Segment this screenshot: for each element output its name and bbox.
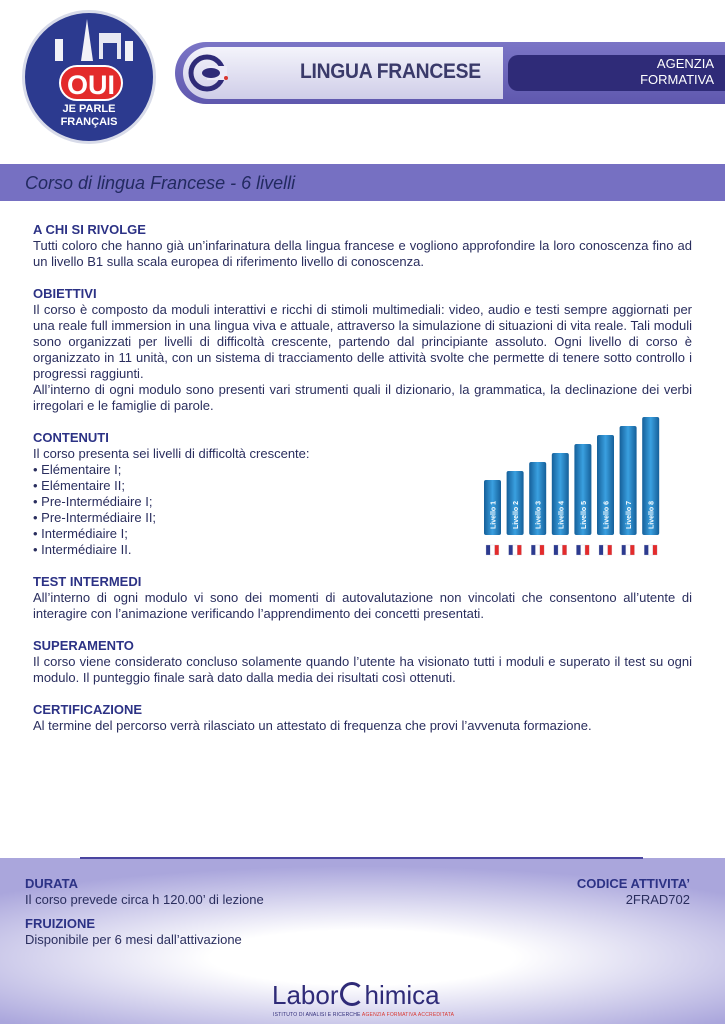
french-flag-icon <box>509 545 513 555</box>
certification-text: Al termine del percorso verrà rilasciato un attestato di frequenza che provi l’avvenuta formazione. <box>33 718 592 733</box>
level-bar-label: Livello 1 <box>490 500 498 529</box>
brand-tagline: ISTITUTO DI ANALISI E RICERCHE AGENZIA FORMATIVA ACCREDITATA <box>273 1012 455 1018</box>
page-title: LINGUA FRANCESE <box>300 60 481 83</box>
contents-intro: Il corso presenta sei livelli di difficoltà crescente: <box>33 446 310 461</box>
french-flag-icon <box>540 545 544 555</box>
french-flag-icon <box>581 545 585 555</box>
french-flag-icon <box>486 545 490 555</box>
certification-heading: CERTIFICAZIONE <box>33 702 143 717</box>
duration-label: DURATA <box>25 876 78 891</box>
level-bar-label: Livello 5 <box>580 500 588 529</box>
agency-label: AGENZIA FORMATIVA <box>640 56 714 87</box>
french-flag-icon <box>558 545 562 555</box>
target-text: Tutti coloro che hanno già un’infarinatura della lingua francese e vogliono approfondire la loro conoscenza fino ad un livello B1 sulla scala europea di riferimento livello di conoscenza. <box>33 238 692 269</box>
oui-label: OUI <box>59 65 123 101</box>
footer-right <box>577 876 690 908</box>
list-item: • Pre-Intermédiaire I; <box>33 494 153 509</box>
french-flag-icon <box>653 545 657 555</box>
french-flag-icon <box>536 545 540 555</box>
french-flag-icon <box>554 545 558 555</box>
footer-divider <box>80 857 643 859</box>
french-flag-icon <box>630 545 634 555</box>
goals-heading: OBIETTIVI <box>33 286 97 301</box>
passing-text: Il corso viene considerato concluso solamente quando l’utente ha visionato tutti i moduli e superato il test su ogni modulo. Il punteggio finale sarà dato dalla media dei risultati così ottenuti. <box>33 654 692 685</box>
french-flag-icon <box>531 545 535 555</box>
footer-left <box>25 876 264 948</box>
level-bar-label: Livello 7 <box>626 500 634 529</box>
french-flag-icon <box>585 545 589 555</box>
tests-heading: TEST INTERMEDI <box>33 574 142 589</box>
list-item: • Pre-Intermédiaire II; <box>33 510 157 525</box>
francais-label: FRANÇAIS <box>60 116 118 128</box>
laborchimica-logo: Labor himica <box>272 980 440 1010</box>
french-flag-icon <box>644 545 648 555</box>
goals-text: Il corso è composto da moduli interattivi e ricchi di stimoli multimediali: video, audio e testi sempre aggiornati per una reale full immersion in una lingua viva e attuale, attraverso la simulazione di situazioni di vita reale. Tali moduli sono organizzati per livelli di difficoltà crescente, partendo dal principiante assoluto. Ogni livello di corso è organizzato in 11 unità, con un sistema di tracciamento delle attività svolte che permette di tenere sotto controllo i progressi raggiunti. <box>33 302 692 381</box>
french-flag-icon <box>513 545 517 555</box>
tests-text: All’interno di ogni modulo vi sono dei momenti di autovalutazione non vincolati che consentono all’utente di interagire con l’animazione verificando l’apprendimento dei concetti presentati. <box>33 590 692 621</box>
level-bar-label: Livello 6 <box>603 500 611 529</box>
levels-chart <box>478 415 678 570</box>
code-value: 2FRAD702 <box>625 892 690 907</box>
french-flag-icon <box>626 545 630 555</box>
level-bar-label: Livello 8 <box>648 500 656 529</box>
fruition-label: FRUIZIONE <box>25 916 96 931</box>
french-flag-icon <box>562 545 566 555</box>
level-bar-label: Livello 3 <box>535 500 543 529</box>
list-item: • Intermédiaire II. <box>33 542 132 557</box>
level-bar-label: Livello 4 <box>558 500 566 529</box>
french-flag-icon <box>608 545 612 555</box>
french-flag-icon <box>490 545 494 555</box>
list-item: • Intermédiaire I; <box>33 526 128 541</box>
french-flag-icon <box>517 545 521 555</box>
goals-text-2: All’interno di ogni modulo sono presenti vari strumenti quali il dizionario, la grammatica, la declinazione dei verbi irregolari e le famiglie di parole. <box>33 382 692 413</box>
list-item: • Elémentaire I; <box>33 462 122 477</box>
target-heading: A CHI SI RIVOLGE <box>33 222 146 237</box>
c-emblem-icon <box>340 982 364 1006</box>
list-item: • Elémentaire II; <box>33 478 125 493</box>
french-flag-icon <box>495 545 499 555</box>
french-flag-icon <box>599 545 603 555</box>
laborchimica-emblem-icon <box>185 48 235 98</box>
french-flag-icon <box>622 545 626 555</box>
duration-text: Il corso prevede circa h 120.00’ di lezione <box>25 892 264 907</box>
passing-heading: SUPERAMENTO <box>33 638 134 653</box>
fruition-text: Disponibile per 6 mesi dall’attivazione <box>25 932 242 947</box>
french-flag-icon <box>576 545 580 555</box>
level-bar-label: Livello 2 <box>513 500 521 529</box>
french-flag-icon <box>649 545 653 555</box>
code-label: CODICE ATTIVITA’ <box>576 876 690 891</box>
oui-je-parle-logo <box>22 10 156 144</box>
course-title: Corso di lingua Francese - 6 livelli <box>25 173 296 193</box>
contents-heading: CONTENUTI <box>33 430 109 445</box>
french-flag-icon <box>603 545 607 555</box>
je-parle-label: JE PARLE <box>62 103 116 115</box>
